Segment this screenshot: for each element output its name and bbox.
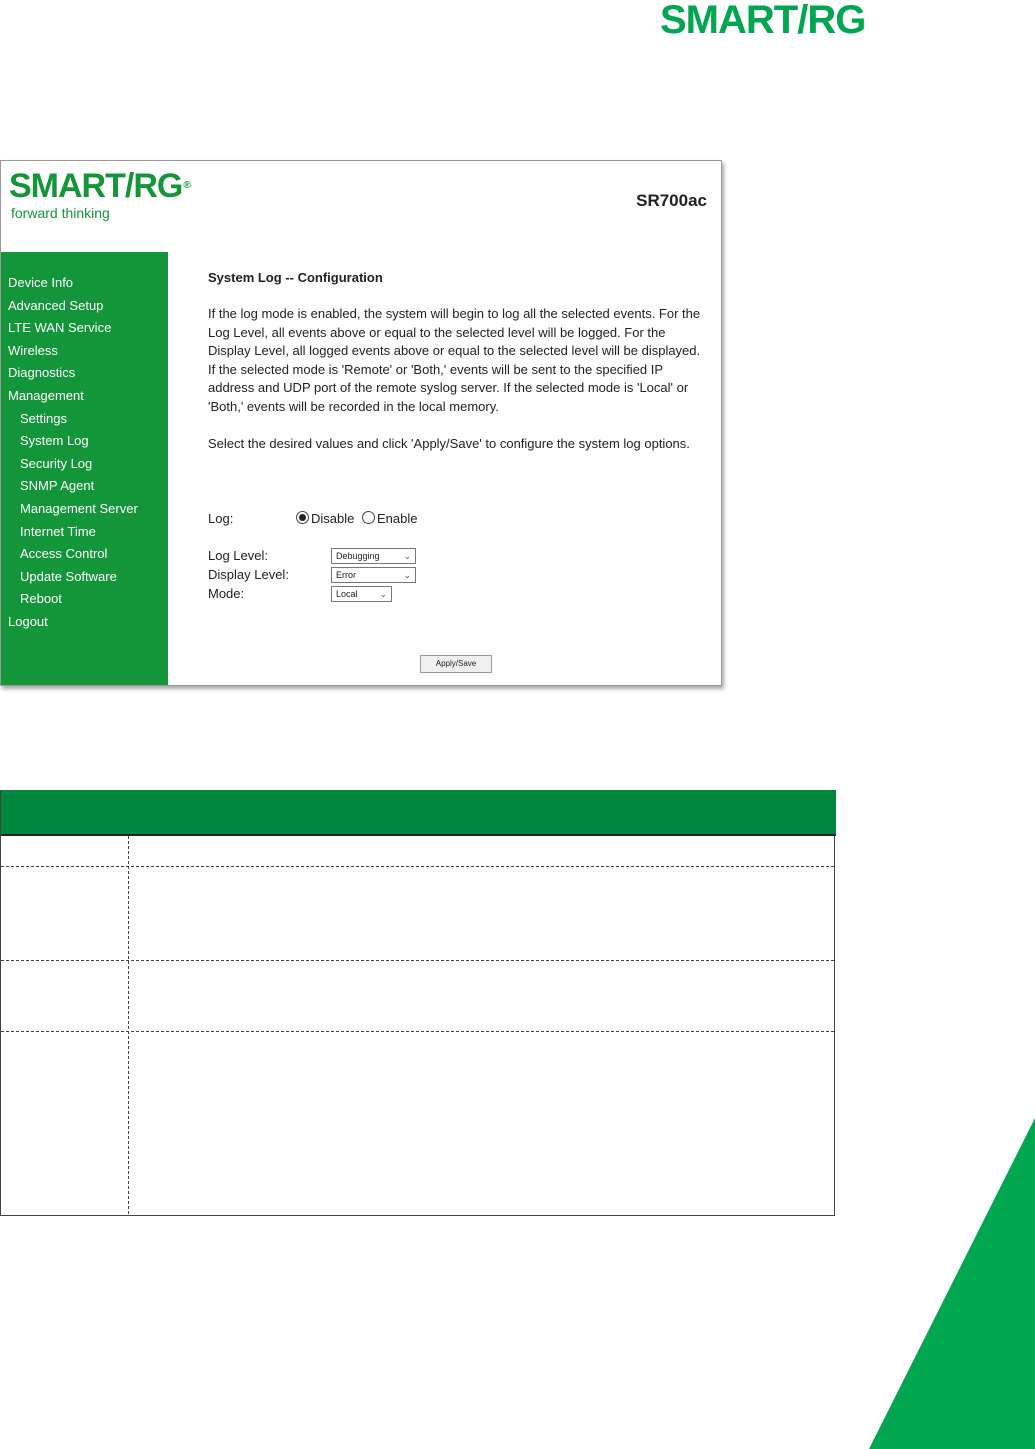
model-name: SR700ac bbox=[636, 191, 707, 210]
router-logo bbox=[9, 169, 190, 203]
log-level-label: Log Level: bbox=[208, 548, 268, 563]
sidebar-item-reboot[interactable]: Reboot bbox=[20, 591, 62, 607]
table-row bbox=[1, 961, 834, 1032]
log-level-value: Debugging bbox=[336, 551, 380, 561]
log-level-select[interactable] bbox=[331, 548, 416, 564]
sidebar-item-logout[interactable]: Logout bbox=[8, 613, 48, 629]
display-level-label: Display Level: bbox=[208, 567, 289, 582]
corner-triangle-decoration bbox=[869, 1118, 1035, 1449]
chevron-down-icon: ⌄ bbox=[403, 570, 411, 580]
registered-mark: ® bbox=[183, 180, 190, 191]
log-row bbox=[208, 511, 706, 531]
router-header bbox=[1, 161, 721, 252]
log-label: Log: bbox=[208, 511, 234, 526]
radio-enable[interactable] bbox=[362, 511, 375, 524]
main-content bbox=[208, 269, 706, 601]
sidebar-item-snmp-agent[interactable]: SNMP Agent bbox=[20, 478, 95, 494]
mode-select[interactable] bbox=[331, 586, 392, 602]
description-text: If the log mode is enabled, the system will begin to log all the selected events. For the Log Level, all events above or equal to the selected level will be logged. For the Display Level, all logged events above or equal to the selected level will be displayed. If the selected mode is 'Remote' or 'Both,' events will be sent to the specified IP address and UDP port of the remote syslog server. If the selected mode is 'Local' or 'Both,' events will be recorded in the local memory. bbox=[208, 306, 701, 414]
sidebar-item-advanced-setup[interactable]: Advanced Setup bbox=[8, 297, 104, 313]
display-level-select[interactable] bbox=[331, 567, 416, 583]
page-title: System Log -- Configuration bbox=[208, 270, 383, 285]
sidebar-item-wireless[interactable]: Wireless bbox=[8, 342, 58, 358]
log-level-row bbox=[208, 548, 608, 566]
router-logo-text: SMART/RG bbox=[9, 167, 183, 205]
sidebar-item-access-control[interactable]: Access Control bbox=[20, 546, 108, 562]
sidebar-item-security-log[interactable]: Security Log bbox=[20, 455, 93, 471]
router-ui-screenshot bbox=[0, 160, 722, 686]
table-header bbox=[1, 790, 836, 836]
chevron-down-icon: ⌄ bbox=[379, 589, 387, 599]
sidebar-item-management-server[interactable]: Management Server bbox=[20, 500, 138, 516]
sidebar-item-system-log[interactable]: System Log bbox=[20, 433, 89, 449]
enable-label: Enable bbox=[376, 511, 418, 526]
sidebar bbox=[1, 252, 168, 685]
page-logo bbox=[660, 0, 865, 40]
display-level-value: Error bbox=[336, 570, 356, 580]
log-disable-option[interactable] bbox=[296, 511, 358, 526]
log-enable-option[interactable] bbox=[362, 511, 417, 526]
table-row bbox=[1, 867, 834, 961]
apply-save-button[interactable]: Apply/Save bbox=[420, 655, 492, 673]
table-row bbox=[1, 836, 834, 867]
mode-row bbox=[208, 586, 608, 604]
sidebar-item-device-info[interactable]: Device Info bbox=[8, 275, 74, 290]
sidebar-item-management[interactable]: Management bbox=[8, 387, 84, 403]
log-radio-group bbox=[296, 511, 417, 526]
field-description-table bbox=[0, 790, 835, 1216]
chevron-down-icon: ⌄ bbox=[403, 551, 411, 561]
sidebar-item-diagnostics[interactable]: Diagnostics bbox=[8, 365, 76, 381]
page-logo-text: SMART/RG bbox=[660, 0, 866, 42]
sidebar-menu bbox=[1, 252, 168, 634]
sidebar-item-internet-time[interactable]: Internet Time bbox=[20, 523, 96, 539]
sidebar-item-settings[interactable]: Settings bbox=[20, 410, 67, 426]
mode-label: Mode: bbox=[208, 586, 245, 601]
display-level-row bbox=[208, 567, 608, 585]
disable-label: Disable bbox=[311, 511, 355, 526]
radio-disable[interactable] bbox=[296, 511, 309, 524]
router-tagline: forward thinking bbox=[11, 205, 110, 221]
instruction-text: Select the desired values and click 'Apply/Save' to configure the system log options. bbox=[208, 435, 690, 451]
sidebar-item-lte-wan-service[interactable]: LTE WAN Service bbox=[8, 320, 112, 336]
mode-value: Local bbox=[336, 589, 358, 599]
sidebar-item-update-software[interactable]: Update Software bbox=[20, 568, 117, 584]
